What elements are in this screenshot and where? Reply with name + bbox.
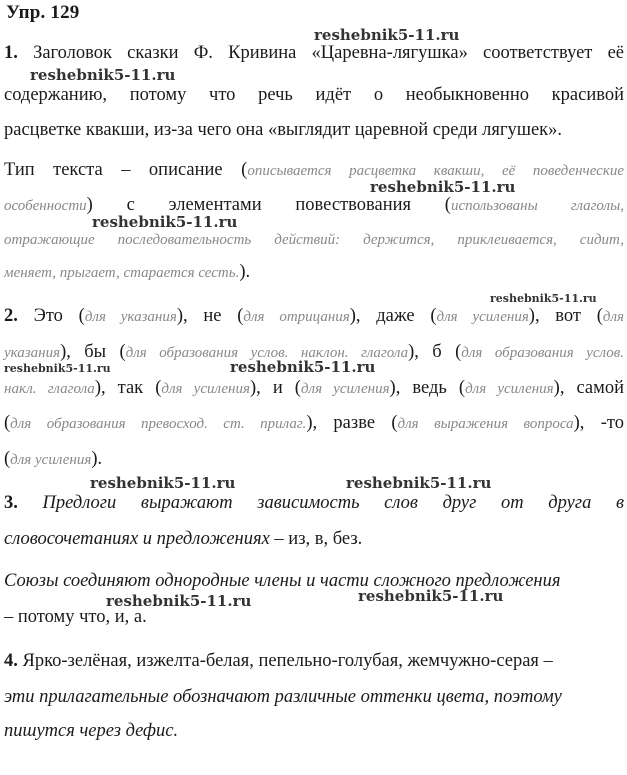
s2-line3 bbox=[4, 377, 624, 400]
s1-line3: расцветке квакши, из-за чего она «выглядит царевной среди лягушек». bbox=[4, 120, 563, 140]
particle-note: для выражения вопроса bbox=[397, 416, 574, 432]
s4-line1: 4. Ярко-зелёная, изжелта-белая, пепельно-голубая, жемчужно-серая – bbox=[4, 651, 553, 671]
s1-line2: содержанию, потому что речь идёт о необыкновенно красивой bbox=[4, 85, 624, 105]
particle-note: накл. глагола bbox=[4, 381, 95, 397]
watermark: reshebnik5-11.ru bbox=[90, 474, 236, 492]
watermark: reshebnik5-11.ru bbox=[30, 66, 176, 84]
s1-line5: особенности) с элементами повествования (использованы глаголы, bbox=[4, 195, 624, 215]
particle-note: для указания bbox=[84, 309, 177, 325]
s2-line5 bbox=[4, 448, 624, 471]
watermark: reshebnik5-11.ru bbox=[314, 26, 460, 44]
s2-line1 bbox=[4, 305, 624, 328]
particle-note: для образования услов. bbox=[461, 345, 624, 361]
s3-line1: 3. Предлоги выражают зависимость слов друг от друга в bbox=[4, 493, 624, 513]
watermark: reshebnik5-11.ru bbox=[358, 587, 504, 605]
s4-line2: эти прилагательные обозначают различные оттенки цвета, поэтому bbox=[4, 687, 562, 707]
watermark: reshebnik5-11.ru bbox=[230, 358, 376, 376]
particle-text: ), -то bbox=[573, 413, 624, 433]
watermark: reshebnik5-11.ru bbox=[92, 213, 238, 231]
particle-note: для усиления bbox=[465, 381, 554, 397]
particle-note: для усиления bbox=[436, 309, 529, 325]
particle-note: для отрицания bbox=[243, 309, 350, 325]
particle-text: ). bbox=[91, 449, 103, 469]
particle-text: ), разве ( bbox=[306, 413, 398, 433]
watermark: reshebnik5-11.ru bbox=[346, 474, 492, 492]
particle-note: для образования услов. наклон. глагола bbox=[125, 345, 409, 361]
particle-text: ), даже ( bbox=[349, 306, 437, 326]
particle-text: ), и ( bbox=[249, 378, 301, 398]
s1-line1: 1. Заголовок сказки Ф. Кривина «Царевна-лягушка» соответствует её bbox=[4, 43, 624, 63]
exercise-title: Упр. 129 bbox=[6, 2, 80, 23]
particle-text: ), ведь ( bbox=[389, 378, 466, 398]
particle-text: ), не ( bbox=[176, 306, 244, 326]
particle-text: Это ( bbox=[33, 306, 85, 326]
particle-text: ( bbox=[4, 413, 11, 433]
particle-text: ), так ( bbox=[94, 378, 162, 398]
s3-line4: – потому что, и, а. bbox=[4, 607, 147, 627]
s1-line4: Тип текста – описание (описывается расцветка квакши, её поведенческие bbox=[4, 160, 624, 180]
watermark: reshebnik5-11.ru bbox=[370, 178, 516, 196]
s1-line7: меняет, прыгает, старается сесть.). bbox=[4, 262, 251, 282]
section-number: 2. bbox=[4, 306, 34, 326]
s4-line3: пишутся через дефис. bbox=[4, 721, 179, 741]
s1-line6: отражающие последовательность действий: держится, приклеивается, сидит, bbox=[4, 232, 624, 248]
s3-line2: словосочетаниях и предложениях – из, в, без. bbox=[4, 529, 363, 549]
particle-note: для bbox=[602, 309, 625, 325]
particle-note: указания bbox=[4, 345, 61, 361]
watermark: reshebnik5-11.ru bbox=[106, 592, 252, 610]
particle-text: ), бы ( bbox=[60, 342, 126, 362]
particle-note: для усиления bbox=[161, 381, 250, 397]
particle-text: ( bbox=[4, 449, 11, 469]
watermark: reshebnik5-11.ru bbox=[490, 292, 597, 305]
watermark: reshebnik5-11.ru bbox=[4, 362, 111, 375]
particle-text: ), б ( bbox=[408, 342, 462, 362]
s2-line2 bbox=[4, 341, 624, 364]
particle-note: для усиления bbox=[300, 381, 390, 397]
s2-line4 bbox=[4, 412, 624, 435]
s3-line3: Союзы соединяют однородные члены и части сложного предложения bbox=[4, 571, 561, 591]
particle-text: ), самой bbox=[553, 378, 625, 398]
particle-note: для усиления bbox=[10, 452, 92, 468]
particle-note: для образования превосход. ст. прилаг. bbox=[10, 416, 307, 432]
particle-text: ), вот ( bbox=[528, 306, 603, 326]
